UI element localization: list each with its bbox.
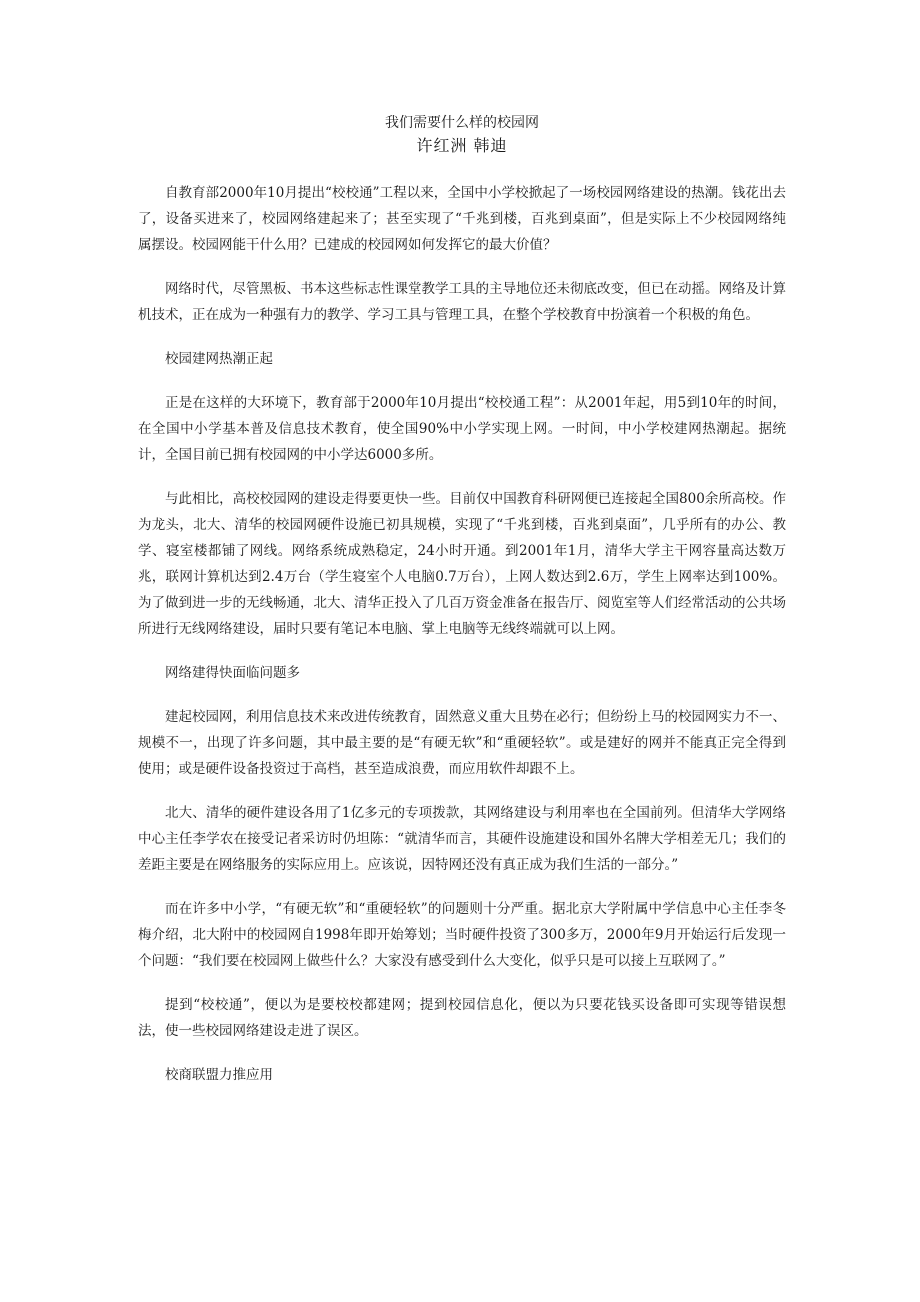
document-authors: 许红洲 韩迪 xyxy=(416,136,508,155)
section-heading-campus-network-boom: 校园建网热潮正起 xyxy=(165,351,273,367)
paragraph-middle-schools: 而在许多中小学，“有硬无软”和“重硬轻软”的问题则十分严重。据北京大学附属中学信息中心主任李冬梅介绍，北大附中的校园网自1998年即开始筹划；当时硬件投资了300多万，2000年9月开始运行后发现一个问题：“我们要在校园网上做些什么？大家没有感受到什么大变化，似乎只是可以接上互联网了。” xyxy=(138,901,786,969)
paragraph-misconceptions: 提到“校校通”，便以为是要校校都建网；提到校园信息化，便以为只要花钱买设备即可实现等错误想法，使一些校园网络建设走进了误区。 xyxy=(138,997,786,1039)
paragraph-tsinghua-quote: 北大、清华的硬件建设各用了1亿多元的专项拨款，其网络建设与利用率也在全国前列。但清华大学网络中心主任李学农在接受记者采访时仍坦陈：“就清华而言，其硬件设施建设和国外名牌大学相差无几；我们的差距主要是在网络服务的实际应用上。应该说，因特网还没有真正成为我们生活的一部分。” xyxy=(138,805,786,873)
document-body xyxy=(138,112,786,1106)
paragraph-network-era: 网络时代，尽管黑板、书本这些标志性课堂教学工具的主导地位还未彻底改变，但已在动摇。网络及计算机技术，正在成为一种强有力的教学、学习工具与管理工具，在整个学校教育中扮演着一个积极的角色。 xyxy=(138,281,786,323)
paragraph-intro: 自教育部2000年10月提出“校校通”工程以来，全国中小学校掀起了一场校园网络建设的热潮。钱花出去了，设备买进来了，校园网络建起来了；甚至实现了“千兆到楼，百兆到桌面”，但是实际上不少校园网络纯属摆设。校园网能干什么用？已建成的校园网如何发挥它的最大价值？ xyxy=(138,185,786,253)
paragraph-hardware-vs-software: 建起校园网，利用信息技术来改进传统教育，固然意义重大且势在必行；但纷纷上马的校园网实力不一、规模不一，出现了许多问题，其中最主要的是“有硬无软”和“重硬轻软”。或是建好的网并不能真正完全得到使用；或是硬件设备投资过于高档，甚至造成浪费，而应用软件却跟不上。 xyxy=(138,709,786,777)
paragraph-school-connect-project: 正是在这样的大环境下，教育部于2000年10月提出“校校通工程”：从2001年起，用5到10年的时间，在全国中小学基本普及信息技术教育，使全国90%中小学实现上网。一时间，中小学校建网热潮起。据统计，全国目前已拥有校园网的中小学达6000多所。 xyxy=(138,395,786,463)
section-heading-problems: 网络建得快面临问题多 xyxy=(165,665,300,681)
section-heading-school-business-alliance: 校商联盟力推应用 xyxy=(165,1067,273,1083)
paragraph-university-networks: 与此相比，高校校园网的建设走得要更快一些。目前仅中国教育科研网便已连接起全国800余所高校。作为龙头，北大、清华的校园网硬件设施已初具规模，实现了“千兆到楼，百兆到桌面”，几乎所有的办公、教学、寝室楼都铺了网线。网络系统成熟稳定，24小时开通。到2001年1月，清华大学主干网容量高达数万兆，联网计算机达到2.4万台（学生寝室个人电脑0.7万台），上网人数达到2.6万，学生上网率达到100%。为了做到进一步的无线畅通，北大、清华正投入了几百万资金准备在报告厅、阅览室等人们经常活动的公共场所进行无线网络建设，届时只要有笔记本电脑、掌上电脑等无线终端就可以上网。 xyxy=(138,491,786,637)
document-title: 我们需要什么样的校园网 xyxy=(385,115,539,131)
